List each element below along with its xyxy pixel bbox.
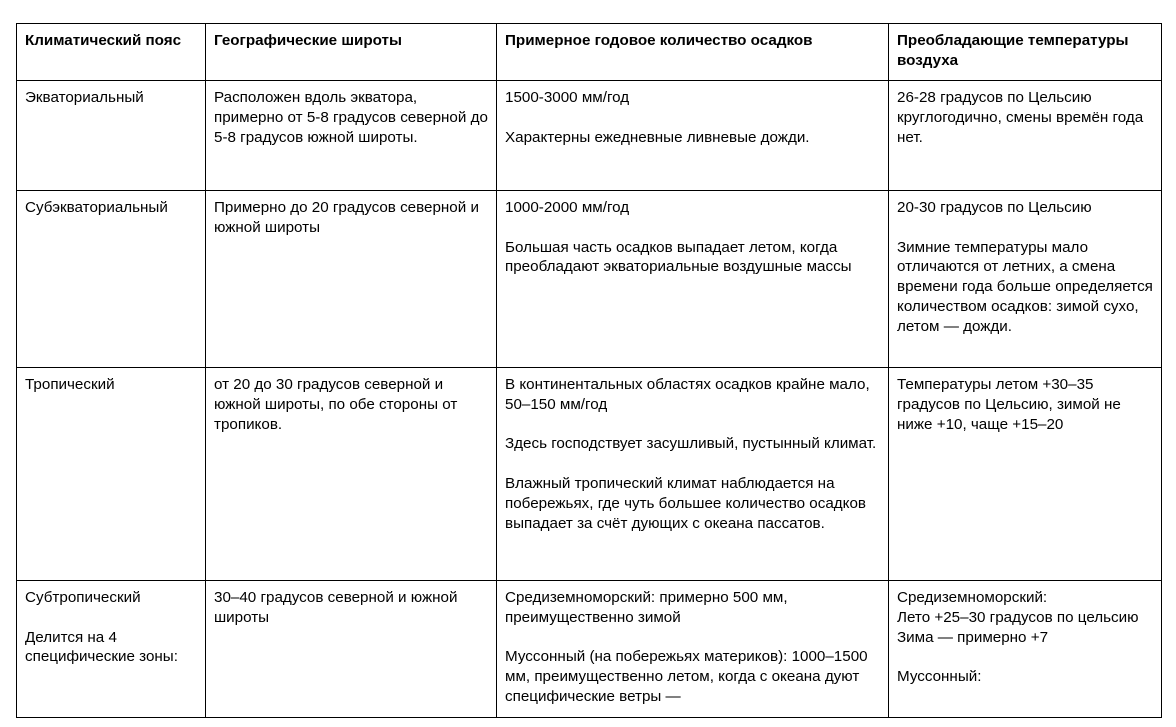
cell-text: Делится на 4 специфические зоны: [25, 628, 178, 666]
cell-line [897, 647, 1153, 667]
cell-text: 20-30 градусов по Цельсию [897, 199, 1092, 216]
cell-precipitation [497, 191, 889, 368]
table-row [17, 368, 1162, 581]
cell-precipitation [497, 581, 889, 718]
cell-line: Лето +25–30 градусов по цельсию [897, 608, 1139, 626]
cell-temperature [889, 581, 1162, 718]
cell-text: 1000-2000 мм/год [505, 199, 630, 216]
cell-text: Субтропический [25, 589, 141, 606]
cell-text: Большая часть осадков выпадает летом, когда преобладают экваториальные воздушные массы [505, 238, 852, 276]
cell-text: Тропический [25, 376, 115, 393]
cell-text: Примерно до 20 градусов северной и южной широты [214, 199, 479, 236]
cell-temperature [889, 368, 1162, 581]
cell-latitudes [206, 581, 497, 718]
cell-precipitation [497, 81, 889, 191]
header-precipitation: Примерное годовое количество осадков [497, 24, 889, 81]
cell-temperature [889, 191, 1162, 368]
table-row [17, 191, 1162, 368]
cell-latitudes [206, 368, 497, 581]
cell-text: Здесь господствует засушливый, пустынный климат. [505, 435, 877, 453]
cell-text: Средиземноморский: примерно 500 мм, преимущественно зимой [505, 589, 788, 626]
cell-text: Субэкваториальный [25, 199, 168, 216]
cell-belt [17, 581, 206, 718]
cell-text: Муссонный (на побережьях материков): 1000–1500 мм, преимущественно летом, когда с океана дуют специфические ветры — [505, 648, 868, 705]
cell-belt [17, 81, 206, 191]
cell-text: 26-28 градусов по Цельсию круглогодично, смены времён года нет. [897, 89, 1144, 146]
cell-latitudes [206, 191, 497, 368]
cell-text: Расположен вдоль экватора, примерно от 5-8 градусов северной до 5-8 градусов южной широты. [214, 89, 488, 146]
cell-text: Влажный тропический климат наблюдается на побережьях, где чуть большее количество осадков выпадает за счёт дующих с океана пассатов. [505, 474, 866, 532]
cell-text: 1500-3000 мм/год [505, 89, 630, 106]
table-row [17, 81, 1162, 191]
cell-text: В континентальных областях осадков крайне мало, 50–150 мм/год [505, 376, 870, 413]
cell-text: Зимние температуры мало отличаются от летних, а смена времени года больше определяется количеством осадков: зимой сухо, летом — дожди. [897, 238, 1153, 335]
cell-precipitation [497, 368, 889, 581]
table-row [17, 581, 1162, 718]
header-temperature: Преобладающие температуры воздуха [889, 24, 1162, 81]
cell-text: Экваториальный [25, 89, 144, 106]
table-header-row [17, 24, 1162, 81]
header-climate-belt: Климатический пояс [17, 24, 206, 81]
cell-temperature [889, 81, 1162, 191]
climate-zones-table [16, 23, 1162, 718]
cell-belt [17, 191, 206, 368]
header-latitudes: Географические широты [206, 24, 497, 81]
cell-text: 30–40 градусов северной и южной широты [214, 589, 458, 626]
cell-text: от 20 до 30 градусов северной и южной широты, по обе стороны от тропиков. [214, 376, 458, 433]
cell-line: Средиземноморский: [897, 589, 1048, 606]
cell-line: Зима — примерно +7 [897, 628, 1049, 646]
cell-line: Муссонный: [897, 668, 982, 686]
cell-text: Температуры летом +30–35 градусов по Цельсию, зимой не ниже +10, чаще +15–20 [897, 376, 1121, 433]
cell-latitudes [206, 81, 497, 191]
cell-text: Характерны ежедневные ливневые дожди. [505, 128, 810, 146]
cell-belt [17, 368, 206, 581]
